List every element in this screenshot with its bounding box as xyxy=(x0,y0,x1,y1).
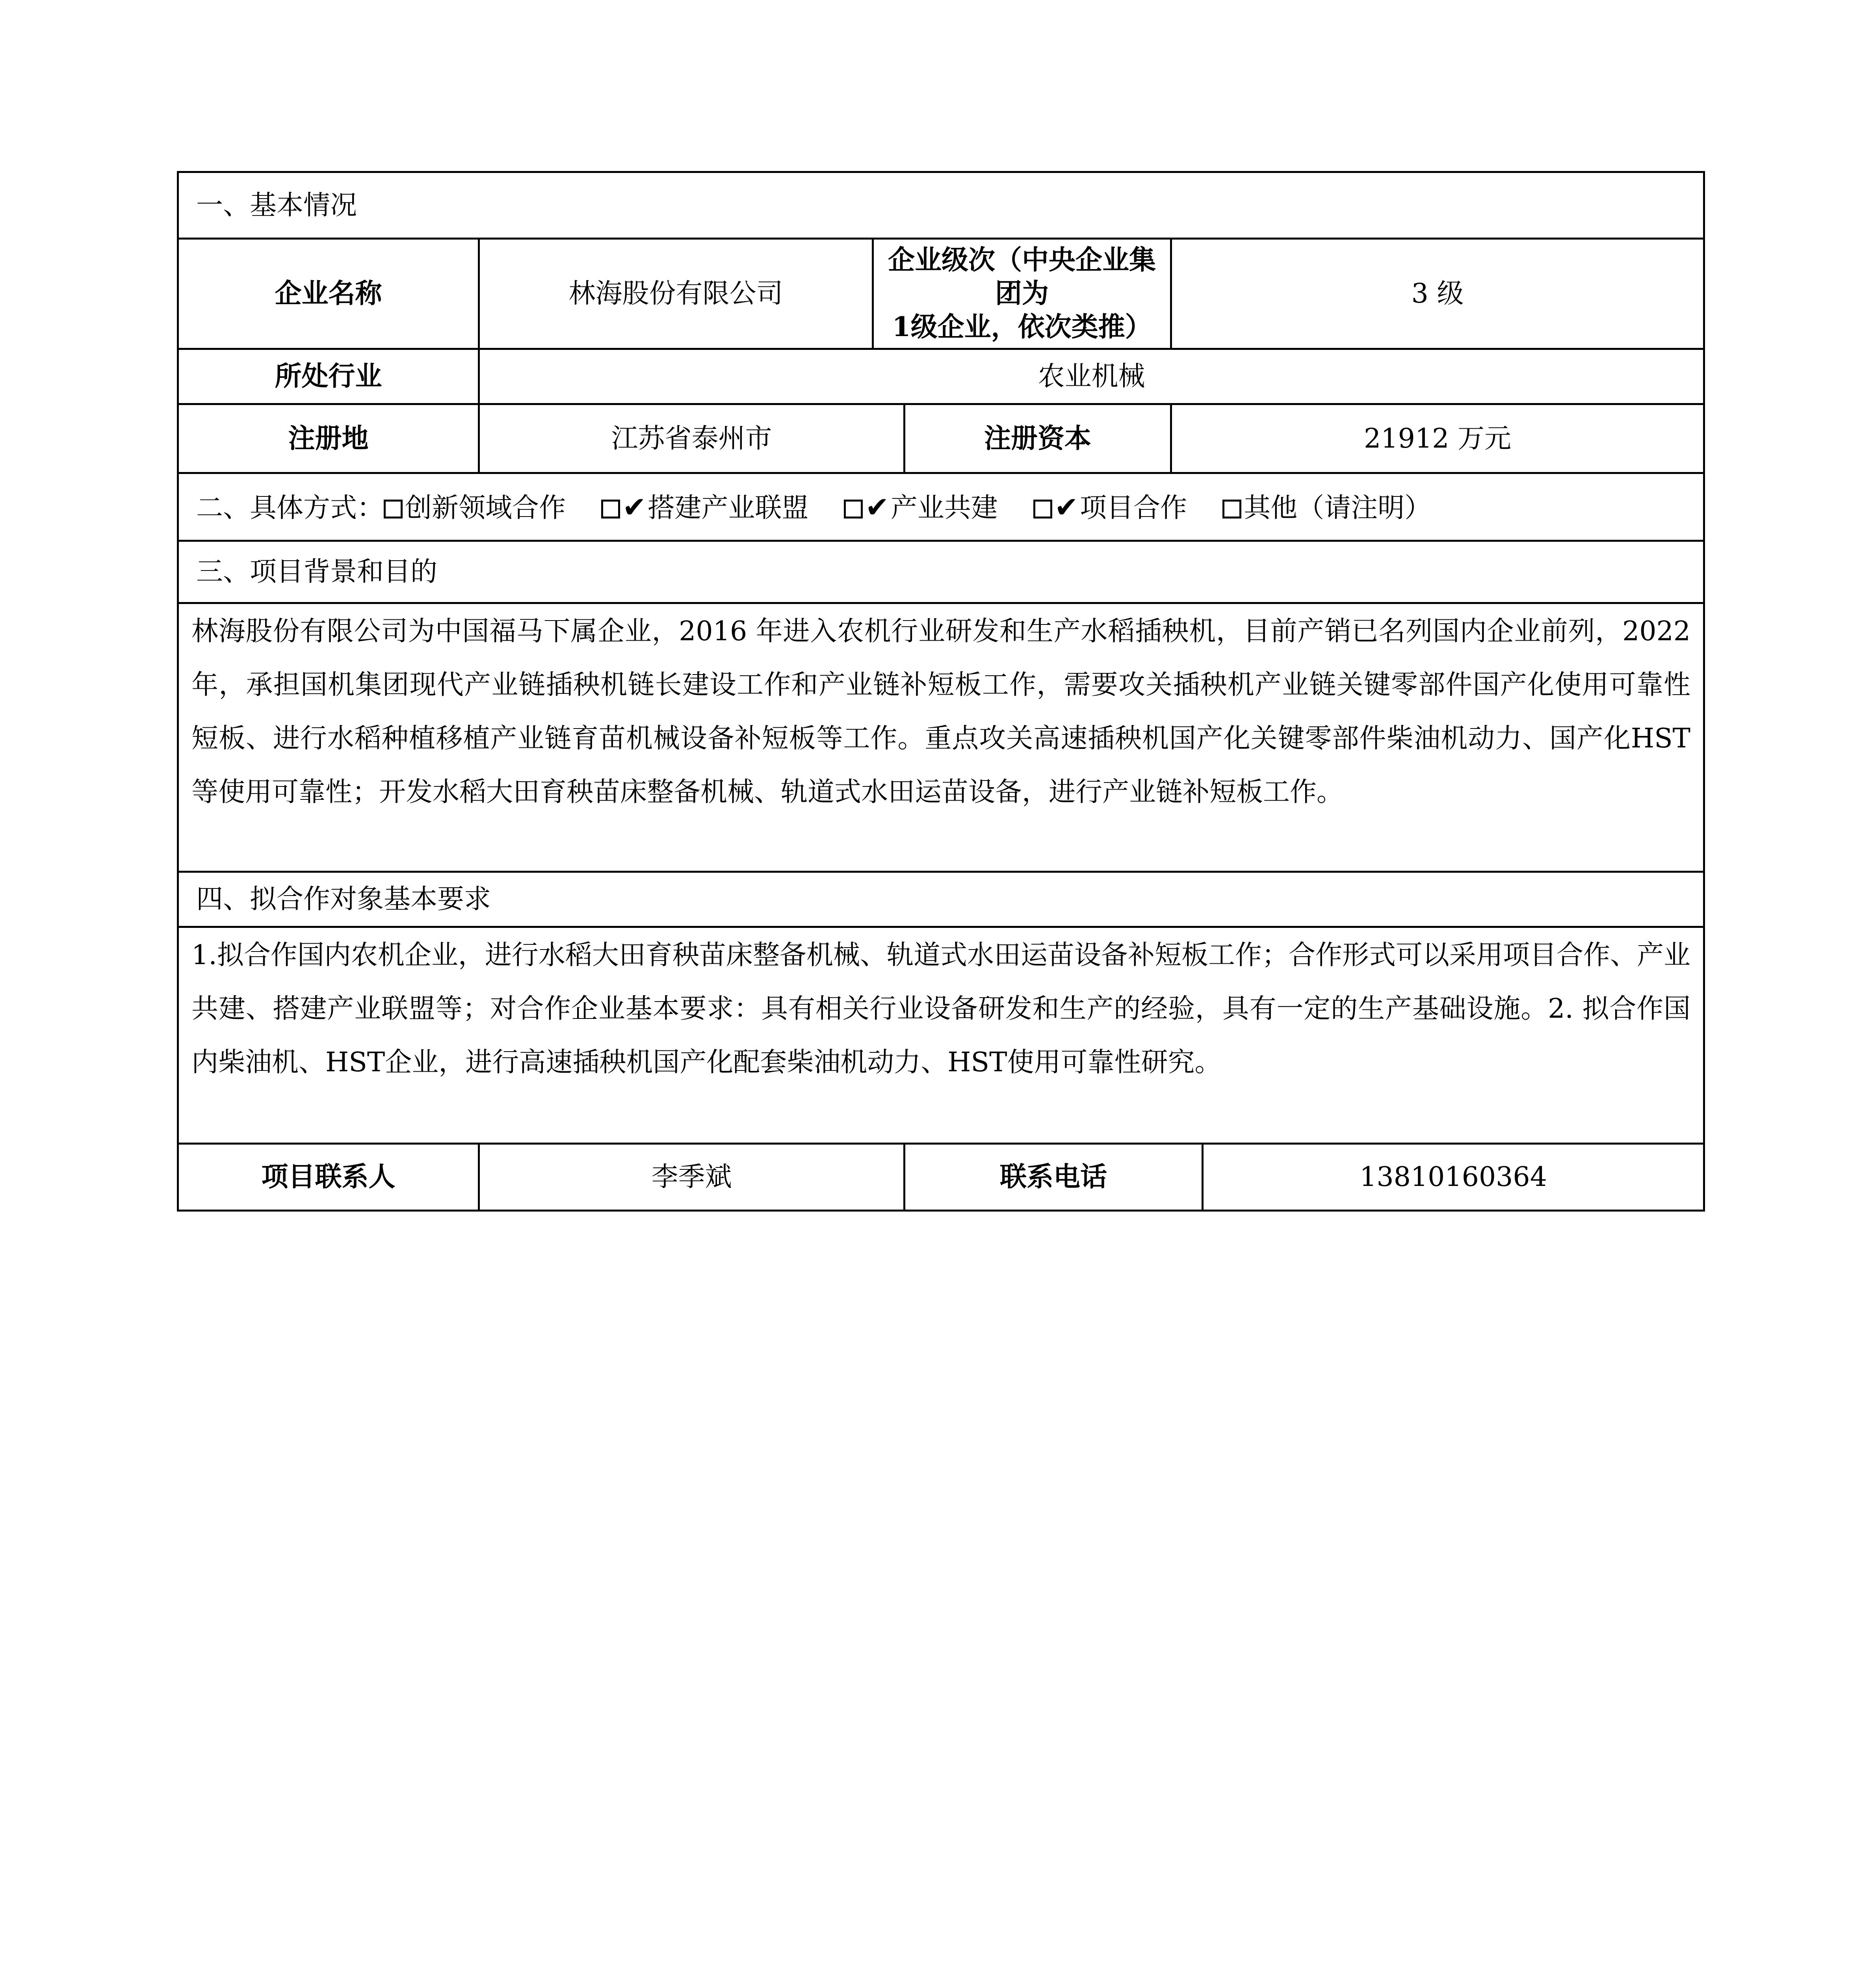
cooperation-option-label: 产业共建 xyxy=(890,492,998,524)
checkmark-icon: ✔ xyxy=(1054,490,1079,524)
cooperation-option-label: 搭建产业联盟 xyxy=(648,492,809,524)
company-level-label-line2: 1级企业，依次类推） xyxy=(892,311,1152,343)
company-name-value: 林海股份有限公司 xyxy=(479,239,873,349)
cooperation-option[interactable] xyxy=(384,491,566,525)
contact-phone-label: 联系电话 xyxy=(905,1144,1203,1211)
industry-value: 农业机械 xyxy=(479,349,1704,404)
contact-person-label: 项目联系人 xyxy=(178,1144,479,1211)
checkbox-checked-icon[interactable] xyxy=(844,500,863,519)
cooperation-option[interactable] xyxy=(601,489,808,525)
section4-text: 1.拟合作国内农机企业，进行水稻大田育秧苗床整备机械、轨道式水田运苗设备补短板工作；合作形式可以采用项目合作、产业共建、搭建产业联盟等；对合作企业基本要求：具有相关行业设备研发和生产的经验，具有一定的生产基础设施。2. 拟合作国内柴油机、HST企业，进行高速插秧机国产化配套柴油机动力、HST使用可靠性研究。 xyxy=(178,927,1704,1144)
checkbox-checked-icon[interactable] xyxy=(601,500,620,519)
registration-capital-value: 21912 万元 xyxy=(1171,404,1704,473)
section1-title: 一、基本情况 xyxy=(178,172,1704,239)
company-level-label xyxy=(873,239,1171,349)
checkmark-icon: ✔ xyxy=(622,490,646,524)
registration-place-value: 江苏省泰州市 xyxy=(479,404,905,473)
checkbox-empty-icon[interactable] xyxy=(384,500,403,519)
contact-phone-value: 13810160364 xyxy=(1203,1144,1704,1211)
project-info-table xyxy=(177,171,1705,1212)
checkmark-icon: ✔ xyxy=(865,490,889,524)
checkbox-empty-icon[interactable] xyxy=(1222,500,1241,519)
company-name-label: 企业名称 xyxy=(178,239,479,349)
section3-text: 林海股份有限公司为中国福马下属企业，2016 年进入农机行业研发和生产水稻插秧机，目前产销已名列国内企业前列，2022 年，承担国机集团现代产业链插秧机链长建设工作和产业链补短板工作，需要攻关插秧机产业链关键零部件国产化使用可靠性短板、进行水稻种植移植产业链育苗机械设备补短板等工作。重点攻关高速插秧机国产化关键零部件柴油机动力、国产化HST等使用可靠性；开发水稻大田育秧苗床整备机械、轨道式水田运苗设备，进行产业链补短板工作。 xyxy=(178,603,1704,872)
section3-title: 三、项目背景和目的 xyxy=(178,541,1704,603)
cooperation-option-label: 创新领域合作 xyxy=(405,492,566,524)
company-level-value: 3 级 xyxy=(1171,239,1704,349)
cooperation-option-label: 项目合作 xyxy=(1080,492,1187,524)
section2-title: 二、具体方式： xyxy=(196,492,384,524)
section2-row xyxy=(178,473,1704,541)
industry-label: 所处行业 xyxy=(178,349,479,404)
section4-title: 四、拟合作对象基本要求 xyxy=(178,872,1704,927)
checkbox-checked-icon[interactable] xyxy=(1033,500,1052,519)
registration-place-label: 注册地 xyxy=(178,404,479,473)
cooperation-option[interactable] xyxy=(1033,489,1187,525)
cooperation-option[interactable] xyxy=(844,489,997,525)
registration-capital-label: 注册资本 xyxy=(905,404,1171,473)
cooperation-options xyxy=(384,492,1431,524)
contact-person-value: 李季斌 xyxy=(479,1144,905,1211)
company-level-label-line1: 企业级次（中央企业集团为 xyxy=(888,244,1156,309)
cooperation-option[interactable] xyxy=(1222,491,1431,525)
cooperation-option-label: 其他（请注明） xyxy=(1244,492,1432,524)
